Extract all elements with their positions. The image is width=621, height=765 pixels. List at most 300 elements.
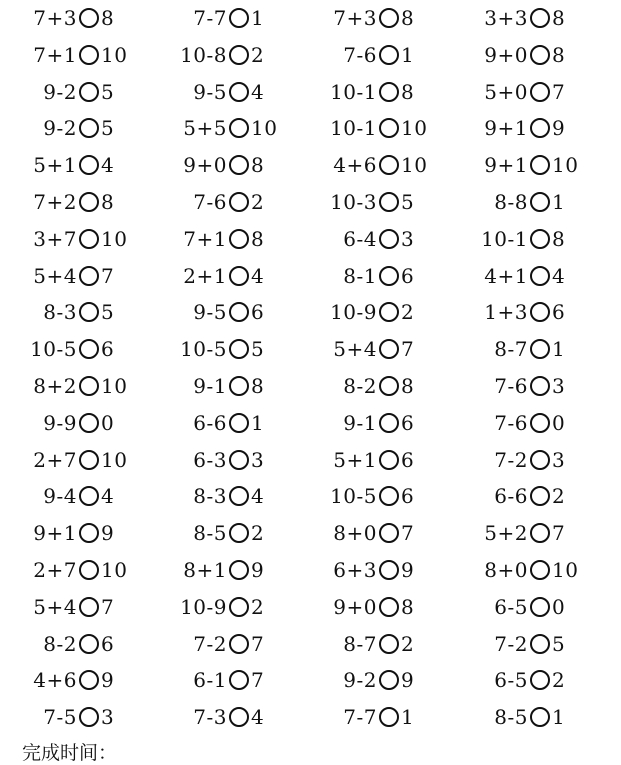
compare-value: 6 bbox=[401, 447, 415, 472]
expression: 3+7 bbox=[33, 226, 77, 251]
compare-value: 3 bbox=[101, 705, 115, 730]
compare-value: 7 bbox=[552, 521, 566, 546]
answer-circle[interactable] bbox=[79, 192, 99, 212]
answer-circle[interactable] bbox=[229, 486, 249, 506]
answer-circle[interactable] bbox=[229, 523, 249, 543]
answer-circle[interactable] bbox=[79, 450, 99, 470]
expression: 5+4 bbox=[33, 263, 77, 288]
comparison-problem bbox=[33, 442, 127, 478]
compare-value: 9 bbox=[401, 668, 415, 693]
answer-circle[interactable] bbox=[79, 376, 99, 396]
answer-circle[interactable] bbox=[79, 118, 99, 138]
compare-value: 1 bbox=[552, 190, 566, 214]
compare-value: 2 bbox=[251, 190, 265, 214]
comparison-problem bbox=[183, 258, 264, 294]
comparison-problem bbox=[43, 478, 114, 514]
answer-circle[interactable] bbox=[530, 523, 550, 543]
answer-circle[interactable] bbox=[530, 670, 550, 690]
answer-circle[interactable] bbox=[79, 634, 99, 654]
compare-value: 4 bbox=[101, 484, 115, 509]
expression: 5+4 bbox=[33, 594, 77, 619]
answer-circle[interactable] bbox=[379, 376, 399, 396]
expression: 10-5 bbox=[330, 484, 377, 509]
compare-value: 6 bbox=[401, 410, 415, 435]
answer-circle[interactable] bbox=[530, 486, 550, 506]
expression: 7+2 bbox=[33, 190, 77, 214]
problem-row bbox=[0, 221, 621, 257]
expression: 6-5 bbox=[494, 668, 528, 693]
comparison-problem bbox=[481, 221, 565, 257]
comparison-problem bbox=[330, 478, 414, 514]
expression: 9-5 bbox=[193, 79, 227, 104]
comparison-problem bbox=[333, 442, 414, 478]
comparison-problem bbox=[193, 0, 264, 36]
comparison-problem bbox=[193, 405, 264, 441]
answer-circle[interactable] bbox=[379, 707, 399, 727]
comparison-problem bbox=[30, 331, 114, 367]
problem-row bbox=[0, 662, 621, 698]
comparison-problem bbox=[494, 699, 565, 735]
answer-circle[interactable] bbox=[229, 8, 249, 28]
compare-value: 10 bbox=[401, 116, 428, 141]
answer-circle[interactable] bbox=[379, 486, 399, 506]
expression: 9+0 bbox=[333, 594, 377, 619]
comparison-problem bbox=[333, 552, 414, 588]
answer-circle[interactable] bbox=[379, 339, 399, 359]
expression: 10-9 bbox=[330, 300, 377, 325]
expression: 10-1 bbox=[481, 226, 528, 251]
expression: 4+6 bbox=[33, 668, 77, 693]
answer-circle[interactable] bbox=[530, 302, 550, 322]
expression: 7+1 bbox=[33, 42, 77, 67]
problem-row bbox=[0, 626, 621, 662]
comparison-problem bbox=[484, 552, 578, 588]
expression: 9-5 bbox=[193, 300, 227, 325]
expression: 7-6 bbox=[343, 42, 377, 67]
expression: 8+1 bbox=[183, 558, 227, 582]
comparison-problem bbox=[180, 589, 264, 625]
answer-circle[interactable] bbox=[379, 302, 399, 322]
problem-row bbox=[0, 515, 621, 551]
expression: 5+4 bbox=[333, 337, 377, 362]
comparison-problem bbox=[43, 110, 114, 146]
expression: 6-4 bbox=[343, 226, 377, 251]
compare-value: 8 bbox=[552, 42, 566, 67]
answer-circle[interactable] bbox=[79, 229, 99, 249]
comparison-problem bbox=[484, 0, 565, 36]
compare-value: 8 bbox=[101, 190, 115, 214]
comparison-problem bbox=[43, 405, 114, 441]
expression: 2+7 bbox=[33, 558, 77, 582]
comparison-problem bbox=[193, 626, 264, 662]
problem-row bbox=[0, 589, 621, 625]
expression: 8-8 bbox=[494, 190, 528, 214]
answer-circle[interactable] bbox=[79, 155, 99, 175]
answer-circle[interactable] bbox=[229, 560, 249, 580]
comparison-problem bbox=[43, 626, 114, 662]
completion-time-label: 完成时间： bbox=[22, 742, 118, 764]
comparison-problem bbox=[333, 589, 414, 625]
expression: 9-2 bbox=[43, 116, 77, 141]
answer-circle[interactable] bbox=[79, 707, 99, 727]
comparison-problem bbox=[193, 478, 264, 514]
comparison-problem bbox=[330, 294, 414, 330]
answer-circle[interactable] bbox=[229, 155, 249, 175]
compare-value: 5 bbox=[101, 79, 115, 104]
answer-circle[interactable] bbox=[530, 413, 550, 433]
compare-value: 9 bbox=[552, 116, 566, 141]
comparison-problem bbox=[343, 699, 414, 735]
answer-circle[interactable] bbox=[530, 155, 550, 175]
comparison-problem bbox=[193, 442, 264, 478]
compare-value: 10 bbox=[101, 42, 128, 67]
compare-value: 9 bbox=[101, 521, 115, 546]
comparison-problem bbox=[484, 37, 565, 73]
compare-value: 6 bbox=[401, 263, 415, 288]
expression: 5+2 bbox=[484, 521, 528, 546]
comparison-problem bbox=[484, 294, 565, 330]
answer-circle[interactable] bbox=[229, 192, 249, 212]
expression: 7-6 bbox=[193, 190, 227, 214]
problem-row bbox=[0, 110, 621, 146]
compare-value: 6 bbox=[101, 337, 115, 362]
answer-circle[interactable] bbox=[530, 45, 550, 65]
expression: 9-9 bbox=[43, 410, 77, 435]
compare-value: 8 bbox=[251, 226, 265, 251]
answer-circle[interactable] bbox=[379, 155, 399, 175]
answer-circle[interactable] bbox=[229, 302, 249, 322]
comparison-problem bbox=[193, 294, 264, 330]
compare-value: 1 bbox=[251, 410, 265, 435]
compare-value: 8 bbox=[101, 6, 115, 30]
expression: 8-1 bbox=[343, 263, 377, 288]
answer-circle[interactable] bbox=[379, 45, 399, 65]
problem-row bbox=[0, 478, 621, 514]
answer-circle[interactable] bbox=[530, 192, 550, 212]
comparison-problem bbox=[494, 626, 565, 662]
comparison-problem bbox=[494, 405, 565, 441]
answer-circle[interactable] bbox=[530, 376, 550, 396]
compare-value: 9 bbox=[251, 558, 265, 582]
compare-value: 4 bbox=[251, 79, 265, 104]
compare-value: 7 bbox=[552, 79, 566, 104]
answer-circle[interactable] bbox=[229, 707, 249, 727]
comparison-problem bbox=[484, 74, 565, 110]
expression: 9-2 bbox=[43, 79, 77, 104]
expression: 8-3 bbox=[43, 300, 77, 325]
answer-circle[interactable] bbox=[530, 597, 550, 617]
comparison-problem bbox=[484, 147, 578, 183]
expression: 7-6 bbox=[494, 374, 528, 398]
comparison-problem bbox=[180, 331, 264, 367]
answer-circle[interactable] bbox=[79, 560, 99, 580]
compare-value: 7 bbox=[401, 521, 415, 546]
expression: 7-5 bbox=[43, 705, 77, 730]
problem-row bbox=[0, 147, 621, 183]
compare-value: 1 bbox=[552, 337, 566, 362]
answer-circle[interactable] bbox=[229, 229, 249, 249]
answer-circle[interactable] bbox=[530, 339, 550, 359]
expression: 10-5 bbox=[30, 337, 77, 362]
comparison-problem bbox=[343, 368, 414, 404]
compare-value: 4 bbox=[552, 263, 566, 288]
answer-circle[interactable] bbox=[229, 118, 249, 138]
expression: 6-3 bbox=[193, 447, 227, 472]
comparison-problem bbox=[183, 147, 264, 183]
answer-circle[interactable] bbox=[530, 707, 550, 727]
answer-circle[interactable] bbox=[379, 670, 399, 690]
expression: 8-2 bbox=[43, 631, 77, 656]
answer-circle[interactable] bbox=[229, 376, 249, 396]
answer-circle[interactable] bbox=[530, 118, 550, 138]
expression: 5+1 bbox=[33, 153, 77, 178]
comparison-problem bbox=[494, 184, 565, 220]
problem-row bbox=[0, 368, 621, 404]
compare-value: 8 bbox=[401, 594, 415, 619]
compare-value: 9 bbox=[101, 668, 115, 693]
compare-value: 3 bbox=[552, 374, 566, 398]
expression: 7-2 bbox=[193, 631, 227, 656]
problem-row bbox=[0, 294, 621, 330]
expression: 4+6 bbox=[333, 153, 377, 178]
comparison-problem bbox=[33, 147, 114, 183]
compare-value: 2 bbox=[251, 521, 265, 546]
compare-value: 6 bbox=[251, 300, 265, 325]
answer-circle[interactable] bbox=[229, 339, 249, 359]
compare-value: 0 bbox=[552, 594, 566, 619]
expression: 9-2 bbox=[343, 668, 377, 693]
compare-value: 8 bbox=[401, 79, 415, 104]
answer-circle[interactable] bbox=[79, 670, 99, 690]
expression: 9+0 bbox=[484, 42, 528, 67]
answer-circle[interactable] bbox=[379, 82, 399, 102]
answer-circle[interactable] bbox=[79, 302, 99, 322]
comparison-problem bbox=[330, 110, 427, 146]
comparison-problem bbox=[33, 0, 114, 36]
expression: 9+0 bbox=[183, 153, 227, 178]
expression: 8-7 bbox=[343, 631, 377, 656]
answer-circle[interactable] bbox=[79, 266, 99, 286]
answer-circle[interactable] bbox=[530, 266, 550, 286]
expression: 9+1 bbox=[484, 153, 528, 178]
compare-value: 5 bbox=[101, 116, 115, 141]
expression: 5+1 bbox=[333, 447, 377, 472]
answer-circle[interactable] bbox=[379, 266, 399, 286]
comparison-problem bbox=[494, 662, 565, 698]
comparison-problem bbox=[33, 184, 114, 220]
answer-circle[interactable] bbox=[379, 560, 399, 580]
comparison-problem bbox=[343, 405, 414, 441]
comparison-problem bbox=[494, 331, 565, 367]
expression: 10-5 bbox=[180, 337, 227, 362]
answer-circle[interactable] bbox=[79, 339, 99, 359]
answer-circle[interactable] bbox=[79, 597, 99, 617]
compare-value: 6 bbox=[401, 484, 415, 509]
answer-circle[interactable] bbox=[530, 8, 550, 28]
compare-value: 5 bbox=[251, 337, 265, 362]
compare-value: 9 bbox=[401, 558, 415, 582]
answer-circle[interactable] bbox=[79, 413, 99, 433]
answer-circle[interactable] bbox=[229, 670, 249, 690]
comparison-problem bbox=[193, 699, 264, 735]
comparison-problem bbox=[494, 478, 565, 514]
expression: 8-5 bbox=[193, 521, 227, 546]
expression: 9-1 bbox=[343, 410, 377, 435]
answer-circle[interactable] bbox=[229, 45, 249, 65]
comparison-problem bbox=[333, 147, 427, 183]
answer-circle[interactable] bbox=[379, 597, 399, 617]
compare-value: 10 bbox=[101, 226, 128, 251]
compare-value: 4 bbox=[251, 705, 265, 730]
comparison-problem bbox=[494, 442, 565, 478]
expression: 8+0 bbox=[484, 558, 528, 582]
compare-value: 8 bbox=[552, 6, 566, 30]
compare-value: 8 bbox=[552, 226, 566, 251]
problem-row bbox=[0, 331, 621, 367]
expression: 6+3 bbox=[333, 558, 377, 582]
answer-circle[interactable] bbox=[530, 634, 550, 654]
comparison-problem bbox=[33, 552, 127, 588]
comparison-problem bbox=[343, 37, 414, 73]
answer-circle[interactable] bbox=[229, 597, 249, 617]
answer-circle[interactable] bbox=[79, 8, 99, 28]
problem-row bbox=[0, 0, 621, 36]
comparison-problem bbox=[330, 184, 414, 220]
comparison-problem bbox=[180, 37, 264, 73]
answer-circle[interactable] bbox=[379, 450, 399, 470]
compare-value: 4 bbox=[251, 484, 265, 509]
answer-circle[interactable] bbox=[379, 192, 399, 212]
answer-circle[interactable] bbox=[79, 486, 99, 506]
expression: 2+1 bbox=[183, 263, 227, 288]
compare-value: 0 bbox=[101, 410, 115, 435]
expression: 5+0 bbox=[484, 79, 528, 104]
expression: 6-5 bbox=[494, 594, 528, 619]
compare-value: 2 bbox=[251, 42, 265, 67]
answer-circle[interactable] bbox=[379, 118, 399, 138]
answer-circle[interactable] bbox=[229, 413, 249, 433]
compare-value: 6 bbox=[101, 631, 115, 656]
comparison-problem bbox=[33, 37, 127, 73]
comparison-problem bbox=[33, 515, 114, 551]
expression: 6-1 bbox=[193, 668, 227, 693]
answer-circle[interactable] bbox=[79, 82, 99, 102]
comparison-problem bbox=[33, 368, 127, 404]
expression: 10-3 bbox=[330, 190, 377, 214]
expression: 2+7 bbox=[33, 447, 77, 472]
compare-value: 5 bbox=[401, 190, 415, 214]
expression: 9+1 bbox=[484, 116, 528, 141]
compare-value: 2 bbox=[552, 484, 566, 509]
answer-circle[interactable] bbox=[530, 82, 550, 102]
problem-row bbox=[0, 184, 621, 220]
comparison-problem bbox=[183, 221, 264, 257]
problem-row bbox=[0, 258, 621, 294]
answer-circle[interactable] bbox=[229, 634, 249, 654]
compare-value: 6 bbox=[552, 300, 566, 325]
compare-value: 10 bbox=[251, 116, 278, 141]
expression: 8-2 bbox=[343, 374, 377, 398]
expression: 3+3 bbox=[484, 6, 528, 30]
compare-value: 1 bbox=[401, 42, 415, 67]
comparison-problem bbox=[484, 258, 565, 294]
compare-value: 5 bbox=[101, 300, 115, 325]
answer-circle[interactable] bbox=[79, 45, 99, 65]
compare-value: 10 bbox=[101, 374, 128, 398]
comparison-problem bbox=[43, 699, 114, 735]
expression: 10-8 bbox=[180, 42, 227, 67]
comparison-problem bbox=[193, 515, 264, 551]
expression: 4+1 bbox=[484, 263, 528, 288]
answer-circle[interactable] bbox=[229, 82, 249, 102]
comparison-problem bbox=[494, 368, 565, 404]
answer-circle[interactable] bbox=[530, 229, 550, 249]
answer-circle[interactable] bbox=[229, 450, 249, 470]
answer-circle[interactable] bbox=[379, 8, 399, 28]
compare-value: 1 bbox=[401, 705, 415, 730]
expression: 7-6 bbox=[494, 410, 528, 435]
comparison-problem bbox=[484, 110, 565, 146]
compare-value: 10 bbox=[552, 558, 579, 582]
problem-row bbox=[0, 405, 621, 441]
comparison-problem bbox=[343, 662, 414, 698]
comparison-problem bbox=[33, 221, 127, 257]
answer-circle[interactable] bbox=[79, 523, 99, 543]
expression: 10-9 bbox=[180, 594, 227, 619]
comparison-problem bbox=[193, 368, 264, 404]
answer-circle[interactable] bbox=[379, 634, 399, 654]
compare-value: 10 bbox=[401, 153, 428, 178]
answer-circle[interactable] bbox=[229, 266, 249, 286]
compare-value: 7 bbox=[101, 263, 115, 288]
compare-value: 2 bbox=[401, 300, 415, 325]
compare-value: 8 bbox=[401, 6, 415, 30]
comparison-problem bbox=[333, 0, 414, 36]
expression: 8-3 bbox=[193, 484, 227, 509]
comparison-problem bbox=[343, 258, 414, 294]
comparison-problem bbox=[330, 74, 414, 110]
expression: 7+3 bbox=[333, 6, 377, 30]
comparison-problem bbox=[333, 515, 414, 551]
expression: 1+3 bbox=[484, 300, 528, 325]
answer-circle[interactable] bbox=[530, 450, 550, 470]
comparison-problem bbox=[333, 331, 414, 367]
expression: 10-1 bbox=[330, 116, 377, 141]
problem-row bbox=[0, 699, 621, 735]
compare-value: 4 bbox=[101, 153, 115, 178]
comparison-problem bbox=[193, 74, 264, 110]
comparison-problem bbox=[183, 552, 264, 588]
comparison-problem bbox=[33, 662, 114, 698]
compare-value: 1 bbox=[552, 705, 566, 730]
answer-circle[interactable] bbox=[530, 560, 550, 580]
compare-value: 3 bbox=[552, 447, 566, 472]
compare-value: 2 bbox=[251, 594, 265, 619]
expression: 9-4 bbox=[43, 484, 77, 509]
comparison-problem bbox=[193, 662, 264, 698]
comparison-problem bbox=[193, 184, 264, 220]
comparison-problem bbox=[343, 626, 414, 662]
answer-circle[interactable] bbox=[379, 523, 399, 543]
comparison-problem bbox=[494, 589, 565, 625]
compare-value: 1 bbox=[251, 6, 265, 30]
answer-circle[interactable] bbox=[379, 229, 399, 249]
compare-value: 7 bbox=[251, 668, 265, 693]
expression: 7+1 bbox=[183, 226, 227, 251]
problem-row bbox=[0, 37, 621, 73]
answer-circle[interactable] bbox=[379, 413, 399, 433]
compare-value: 7 bbox=[101, 594, 115, 619]
